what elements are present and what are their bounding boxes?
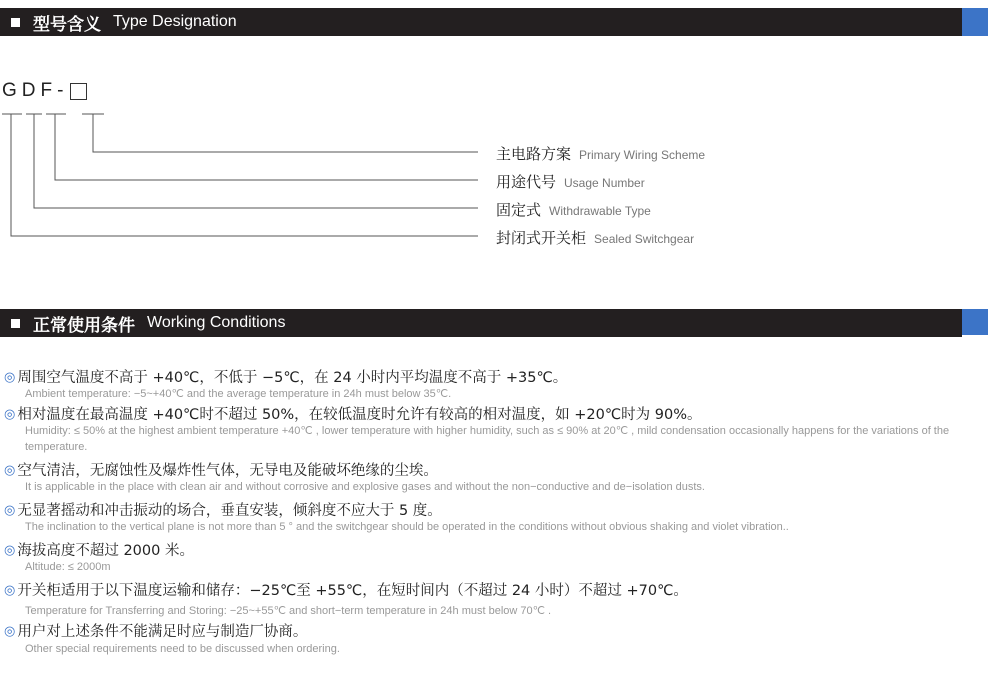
condition-zh: 相对温度在最高温度 +40℃时不超过 50%，在较低温度时允许有较高的相对温度，如 +20℃时为 90%。 (17, 407, 702, 423)
condition-en: Ambient temperature: −5~+40℃ and the average temperature in 24h must below 35℃. (25, 388, 452, 400)
condition-item (4, 406, 974, 455)
section-header-working-conditions (0, 309, 962, 337)
condition-zh: 海拔高度不超过 2000 米。 (17, 543, 194, 559)
circle-bullet-icon: ◎ (4, 503, 16, 518)
condition-item (4, 462, 974, 496)
circle-bullet-icon: ◎ (4, 463, 16, 478)
condition-zh: 用户对上述条件不能满足时应与制造厂协商。 (17, 624, 308, 640)
circle-bullet-icon: ◎ (4, 370, 16, 385)
condition-item (4, 369, 974, 403)
condition-en: Humidity: ≤ 50% at the highest ambient temperature +40℃ , lower temperature with higher humidity, such as ≤ 90% at 20℃ , mild condensation occasionally happens for the variations of the temperature. (25, 425, 950, 453)
condition-zh: 周围空气温度不高于 +40℃，不低于 −5℃，在 24 小时内平均温度不高于 +35℃。 (17, 370, 568, 386)
circle-bullet-icon: ◎ (4, 624, 16, 639)
condition-item (4, 542, 974, 576)
legend-en: Primary Wiring Scheme (579, 148, 706, 162)
section-title-zh: 正常使用条件 (33, 315, 135, 336)
designation-code-text: GDF- (2, 80, 69, 101)
condition-en: Altitude: ≤ 2000m (25, 561, 111, 573)
condition-en: It is applicable in the place with clean air and without corrosive and explosive gases and without the non−conductive and de−isolation dusts. (25, 481, 705, 493)
condition-en: The inclination to the vertical plane is not more than 5 ° and the switchgear should be operated in the conditions without obvious shaking and violet vibration.. (25, 521, 789, 533)
legend-zh: 用途代号 (496, 173, 557, 191)
condition-zh: 开关柜适用于以下温度运输和储存：−25℃至 +55℃，在短时间内（不超过 24 小时）不超过 +70℃。 (17, 583, 688, 599)
section-title-en: Working Conditions (147, 314, 286, 331)
circle-bullet-icon: ◎ (4, 583, 16, 598)
legend-item (496, 199, 651, 220)
legend-item (496, 227, 694, 248)
legend-en: Usage Number (564, 176, 645, 190)
condition-zh: 无显著摇动和冲击振动的场合，垂直安装，倾斜度不应大于 5 度。 (17, 503, 442, 519)
legend-item (496, 143, 705, 164)
section-title-en: Type Designation (113, 13, 237, 30)
condition-item (4, 623, 974, 658)
section-title-zh: 型号含义 (33, 14, 101, 35)
legend-item (496, 171, 645, 192)
condition-item (4, 502, 974, 536)
legend-en: Sealed Switchgear (594, 232, 695, 246)
accent-block (962, 309, 988, 335)
designation-diagram (0, 0, 992, 260)
circle-bullet-icon: ◎ (4, 407, 16, 422)
condition-zh: 空气清洁，无腐蚀性及爆炸性气体，无导电及能破坏绝缘的尘埃。 (17, 463, 438, 479)
legend-zh: 固定式 (496, 201, 542, 219)
square-bullet-icon (11, 319, 20, 328)
condition-en: Temperature for Transferring and Storing: −25~+55℃ and short−term temperature in 24h must below 70℃ . (25, 605, 552, 617)
circle-bullet-icon: ◎ (4, 543, 16, 558)
condition-item (4, 582, 974, 620)
condition-en: Other special requirements need to be discussed when ordering. (25, 643, 340, 655)
legend-zh: 封闭式开关柜 (496, 229, 587, 247)
legend-en: Withdrawable Type (549, 204, 651, 218)
legend-zh: 主电路方案 (496, 145, 572, 163)
